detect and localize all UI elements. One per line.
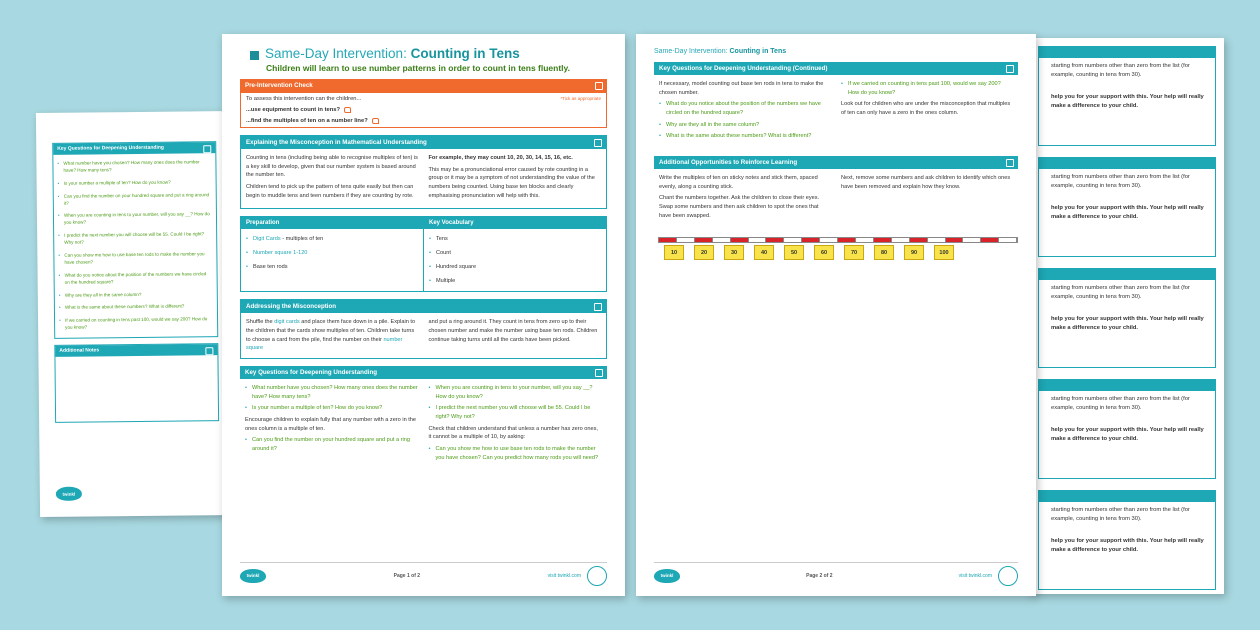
title-square-icon xyxy=(250,51,259,60)
page-footer xyxy=(240,562,607,588)
worksheet-page-back-left xyxy=(36,111,236,517)
sticky-note-20: 20 xyxy=(694,245,714,260)
list-item: • What do you notice about the position of the numbers we have circled on the hundred square? xyxy=(59,268,213,289)
worksheet-page-2 xyxy=(636,34,1036,596)
sticky-note-50: 50 xyxy=(784,245,804,260)
sticky-note-90: 90 xyxy=(904,245,924,260)
sticky-note-10: 10 xyxy=(664,245,684,260)
digit-cards-link[interactable]: Digit Cards xyxy=(253,236,281,243)
number-square-link[interactable]: number square xyxy=(246,336,403,352)
twinkl-logo: twinkl xyxy=(56,487,82,501)
list-item: • I predict the next number you will choose will be 55. Could I be right? Why not? xyxy=(58,228,212,249)
list-item: • Can you find the number on your hundred square and put a ring around it? xyxy=(58,189,212,210)
worksheet-page-back-right xyxy=(1030,38,1224,594)
list-item: • What is the same about these numbers? What is different? xyxy=(59,301,213,316)
site-link[interactable]: visit twinkl.com xyxy=(958,572,992,579)
twinkl-logo: twinkl xyxy=(654,569,680,583)
list-item: • Is your number a multiple of ten? How do you know? xyxy=(58,176,212,191)
pre-check-header: Pre-Intervention Check xyxy=(240,79,607,92)
list-item: • If we carried on counting in tens past 100, would we say 200? How do you know? xyxy=(59,314,213,335)
additional-notes-header: Additional Notes xyxy=(55,344,217,357)
sticky-note-40: 40 xyxy=(754,245,774,260)
misconception-section: Explaining the Misconception in Mathematical Understanding Counting in tens (including being able to recognise multiples of ten) is a key skill to develop, given that our number system is based around the number ten. Children tend to pick up the pattern of tens quite easily but then can begin to muddle tens and teen numbers if they are counting by rote. For example, they may count 10, 20, 30, 14, 15, 16, etc. This may be a pronunciational error caused by rote counting in a group or it may be a symptom of not understanding the value of the numbers being counted. Using base ten blocks and clearly emphasising pronunciation will help with this. xyxy=(240,135,607,209)
key-questions-continued-section: Key Questions for Deepening Understanding (Continued) If necessary, model counting out base ten rods in tens to make the chosen number. • What do you notice about the position of the numbers we have circled on the hundred square? • Why are they all in the same column? • What is the same about these numbers? What is different? • If we carried on counting in tens past 100, would we say 200? How do you know? Look out for children who are under the misconception that multiples of ten can only have a zero in the ones column. xyxy=(654,62,1018,149)
key-questions-list xyxy=(53,153,217,338)
parent-card: starting from numbers other than zero from the list (for example, counting in tens from 30). help you for your support with this. Your help will really make a difference to your child. xyxy=(1038,157,1216,257)
list-item: • What number have you chosen? How many ones does the number have? How many tens? xyxy=(57,156,211,177)
list-item: • When you are counting in tens to your number, will you say __? How do you know? xyxy=(58,209,212,230)
tick-box[interactable] xyxy=(344,107,351,113)
sticky-note-70: 70 xyxy=(844,245,864,260)
parent-card: starting from numbers other than zero from the list (for example, counting in tens from 30). help you for your support with this. Your help will really make a difference to your child. xyxy=(1038,46,1216,146)
sticky-note-80: 80 xyxy=(874,245,894,260)
list-item: • Can you show me how to use base ten rods to make the number you have chosen? xyxy=(58,248,212,269)
addressing-section: Addressing the Misconception Shuffle the digit cards and place them face down in a pile. Explain to the children that the cards show multiples of ten. Children take turns to choose a card from the pile, find the number on their number square and put a ring around it. They count in tens from zero up to their chosen number and make the number using base ten rods. Children continue taking turns until all the cards have been picked. xyxy=(240,299,607,359)
parent-card: starting from numbers other than zero from the list (for example, counting in tens from 30). help you for your support with this. Your help will really make a difference to your child. xyxy=(1038,490,1216,590)
sticky-note-100: 100 xyxy=(934,245,954,260)
page-number: Page 1 of 2 xyxy=(393,572,421,579)
worksheet-page-1 xyxy=(222,34,625,596)
pre-check-box: To assess this intervention can the children... *Tick as appropriate ...use equipment to count in tens? ...find the multiples of ten on a number line? xyxy=(240,92,607,128)
additional-notes-box xyxy=(54,343,219,423)
page-subtitle: Children will learn to use number patterns in order to count in tens fluently. xyxy=(266,63,570,73)
key-questions-header: Key Questions for Deepening Understanding xyxy=(53,142,215,155)
sticky-note-60: 60 xyxy=(814,245,834,260)
additional-opportunities-section: Additional Opportunities to Reinforce Learning Write the multiples of ten on sticky notes and stick them, spaced evenly, along a counting stick. Chant the numbers together. Ask the children to close their eyes. Swap some numbers and then ask children to spot the ones that have been swapped. Next, remove some numbers and ask children to identify which ones have been removed and explain how they know. xyxy=(654,156,1018,228)
parent-card: starting from numbers other than zero from the list (for example, counting in tens from 30). help you for your support with this. Your help will really make a difference to your child. xyxy=(1038,268,1216,368)
page-title: Same-Day Intervention: Counting in Tens xyxy=(250,46,607,61)
preparation-vocabulary-table: Preparation • Digit Cards - multiples of ten • Number square 1-120 • Base ten rods Key Vocabulary • Tens • Count • Hundred square • Multiple xyxy=(240,216,607,292)
parent-card: starting from numbers other than zero from the list (for example, counting in tens from 30). help you for your support with this. Your help will really make a difference to your child. xyxy=(1038,379,1216,479)
counting-stick xyxy=(658,235,1018,273)
running-title: Same-Day Intervention: Counting in Tens xyxy=(654,48,787,55)
page-footer xyxy=(654,562,1018,588)
tick-box[interactable] xyxy=(372,118,379,124)
counting-stick-rail xyxy=(658,237,1018,243)
key-questions-section: Key Questions for Deepening Understanding • What number have you chosen? How many ones does the number have? How many tens? • Is your number a multiple of ten? How do you know? Encourage children to explain fully that any number with a zero in the ones column is a multiple of ten. • Can you find the number on your hundred square and put a ring around it? • When you are counting in tens to your number, will you say __? How do you know? • I predict the next number you will choose will be 55. Could I be right? Why not? Check that children understand that unless a number has zero ones, it cannot be a multiple of 10, by asking: • Can you show me how to use base ten rods to make the number you have chosen? Can you predict how many rods you will need? xyxy=(240,366,607,470)
number-square-link[interactable]: • Number square 1-120 xyxy=(246,246,418,260)
sticky-note-30: 30 xyxy=(724,245,744,260)
page-number: Page 2 of 2 xyxy=(806,572,833,579)
quality-badge-icon xyxy=(587,566,607,586)
key-questions-box xyxy=(52,141,218,339)
list-item: • Why are they all in the same column? xyxy=(59,288,213,303)
quality-badge-icon xyxy=(998,566,1018,586)
site-link[interactable]: visit twinkl.com xyxy=(547,572,581,579)
digit-cards-link[interactable]: digit cards xyxy=(274,319,300,326)
twinkl-logo: twinkl xyxy=(240,569,266,583)
